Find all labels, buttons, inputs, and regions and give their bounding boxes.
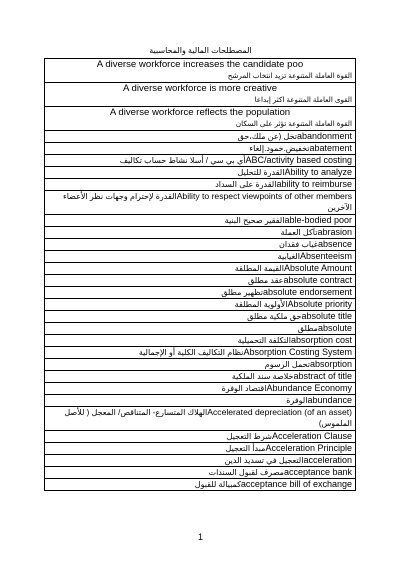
glossary-row: [44, 455, 356, 467]
term-english: Acceleration Principle: [265, 443, 352, 453]
term-arabic: تظهير مطلق: [221, 288, 263, 297]
term-arabic: القوة العاملة المتنوعة تؤثر على السكان: [235, 119, 352, 128]
term-arabic: خلاصة سند الملكية: [231, 372, 294, 381]
term-arabic: تخل (عن ملك،حق: [237, 132, 297, 141]
term-english: absolute title: [301, 311, 352, 321]
term-english: abstract of title: [293, 371, 352, 381]
glossary-row: [44, 443, 356, 455]
term-english: acceptance bill of exchange: [240, 479, 352, 489]
glossary-row: [44, 83, 356, 107]
term-arabic: القدرة للتحليل: [237, 168, 285, 177]
term-arabic: القدرة على السداد: [215, 180, 277, 189]
term-arabic: تخفيض.خمود.إلغاء: [249, 144, 310, 153]
document-title: المصطلحات المالية والمحاسبية: [149, 46, 252, 55]
term-english: acceleration: [303, 455, 352, 465]
term-english: A diverse workforce reflects the population: [109, 107, 291, 118]
term-arabic: مبدأ التعجيل: [225, 444, 266, 453]
term-english: Ability to analyze: [284, 167, 352, 177]
glossary-row: [44, 287, 356, 299]
glossary-row: [44, 263, 356, 275]
glossary-row: [44, 179, 356, 191]
glossary-row: [44, 323, 356, 335]
term-arabic: غياب فقدان: [279, 240, 318, 249]
term-arabic: الفقير صحيح البنية: [224, 216, 285, 225]
term-arabic: التكلفة التحميلية: [237, 336, 291, 345]
term-english: Absorption Costing System: [243, 347, 352, 357]
term-english: Absolute priority: [287, 299, 352, 309]
glossary-row: [44, 395, 356, 407]
glossary-row: [44, 251, 356, 263]
term-english: abatement: [309, 143, 352, 153]
glossary-row: [44, 431, 356, 443]
term-arabic: مطلق: [297, 324, 318, 333]
glossary-row: [44, 215, 356, 227]
term-english: Abundance Economy: [266, 383, 352, 393]
term-english: absolute contract: [283, 275, 352, 285]
glossary-row: [44, 143, 356, 155]
term-english: ability to reimburse: [276, 179, 352, 189]
glossary-row: [44, 383, 356, 395]
term-english: A diverse workforce increases the candidate poo: [96, 59, 304, 70]
term-english: abundance: [307, 395, 352, 405]
glossary-row: [44, 167, 356, 179]
term-arabic: التعجيل في تسديد الدين: [224, 456, 304, 465]
term-english: Accelerated depreciation (of an asset): [207, 407, 352, 417]
term-arabic: شرط التعجيل: [226, 432, 272, 441]
term-english: ABC/activity based costing: [245, 155, 352, 165]
term-english: absolute endorsement: [262, 287, 352, 297]
term-english: Absolute Amount: [283, 263, 352, 273]
glossary-row: [44, 107, 356, 131]
term-english: Absenteeism: [299, 251, 352, 261]
term-arabic: الغيابية: [277, 252, 300, 261]
term-arabic: عقد مطلق: [248, 276, 284, 285]
term-arabic: اقتصاد الوفرة: [221, 384, 267, 393]
glossary-row: [44, 335, 356, 347]
glossary-table: [44, 58, 356, 491]
term-arabic: القيمة المطلقة: [234, 264, 284, 273]
glossary-row: [44, 59, 356, 83]
term-english: absolute: [317, 323, 352, 333]
term-arabic: الهلاك المتسارع- المتناقص/ المعجل ( للأصل الملموس): [64, 408, 352, 428]
term-english: abandonment: [296, 131, 352, 141]
glossary-row: [44, 479, 356, 491]
term-english: absorption: [309, 359, 352, 369]
term-arabic: أي بي سي / أسلا نشاط حساب تكاليف: [119, 156, 246, 165]
term-arabic: الأولوية المطلقة: [234, 300, 288, 309]
term-arabic: مصرف لقبول السندات: [208, 468, 284, 477]
term-english: able-bodied poor: [284, 215, 352, 225]
term-english: abrasion: [317, 227, 352, 237]
glossary-row: [44, 407, 356, 431]
glossary-row: [44, 467, 356, 479]
term-english: absorption cost: [290, 335, 352, 345]
glossary-row: [44, 347, 356, 359]
term-arabic: الوفرة: [286, 396, 308, 405]
term-arabic: القوى العاملة المتنوعة اكثر إبداعا: [254, 95, 352, 104]
term-arabic: تآكل العملة: [280, 228, 318, 237]
glossary-row: [44, 311, 356, 323]
glossary-row: [44, 275, 356, 287]
term-english: absence: [317, 239, 352, 249]
term-arabic: نظام التكاليف الكلية أو الإجمالية: [138, 348, 244, 357]
glossary-row: [44, 131, 356, 143]
page-number: 1: [197, 532, 203, 542]
glossary-row: [44, 359, 356, 371]
term-arabic: القدرة لإحترام وجهات نظر الأعضاء الآخرين: [62, 192, 352, 212]
term-arabic: تحمل الرسوم: [264, 360, 310, 369]
term-english: acceptance bank: [283, 467, 352, 477]
glossary-row: [44, 239, 356, 251]
glossary-row: [44, 155, 356, 167]
term-arabic: القوة العاملة المتنوعة تزيد انتخاب المرشح: [227, 71, 352, 80]
term-english: A diverse workforce is more creative: [122, 83, 278, 94]
term-english: Acceleration Clause: [271, 431, 352, 441]
glossary-row: [44, 227, 356, 239]
term-arabic: حق ملكية مطلق: [247, 312, 302, 321]
glossary-row: [44, 191, 356, 215]
term-english: Ability to respect viewpoints of other members: [176, 191, 352, 201]
glossary-row: [44, 299, 356, 311]
term-arabic: كمبيالة للقبول: [194, 480, 241, 489]
glossary-row: [44, 371, 356, 383]
